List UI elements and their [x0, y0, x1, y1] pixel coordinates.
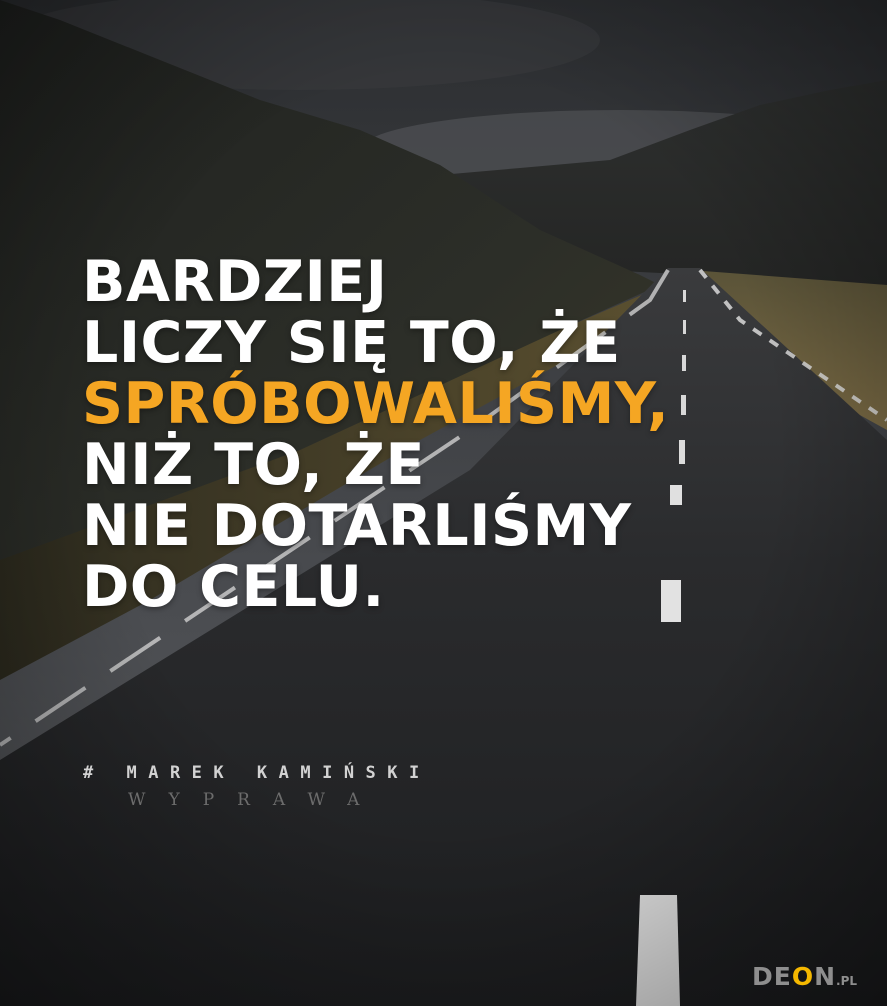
logo-text-de: DE: [752, 962, 792, 991]
quote-line-4: NIŻ TO, ŻE: [82, 432, 425, 498]
quote-line-1: BARDZIEJ: [82, 249, 388, 315]
logo-text-n: N: [814, 962, 837, 991]
logo-text-o: O: [791, 962, 815, 991]
quote-author: # MAREK KAMIŃSKI: [83, 763, 431, 783]
quote-text: [82, 249, 872, 620]
deon-logo: [752, 962, 857, 991]
quote-line-2: LICZY SIĘ TO, ŻE: [82, 310, 621, 376]
quote-source: WYPRAWA: [128, 790, 383, 810]
quote-line-6: DO CELU.: [82, 554, 385, 620]
quote-line-5: NIE DOTARLIŚMY: [82, 493, 632, 559]
logo-tld: .PL: [836, 974, 858, 988]
quote-line-3-highlight: SPRÓBOWALIŚMY,: [82, 371, 670, 437]
